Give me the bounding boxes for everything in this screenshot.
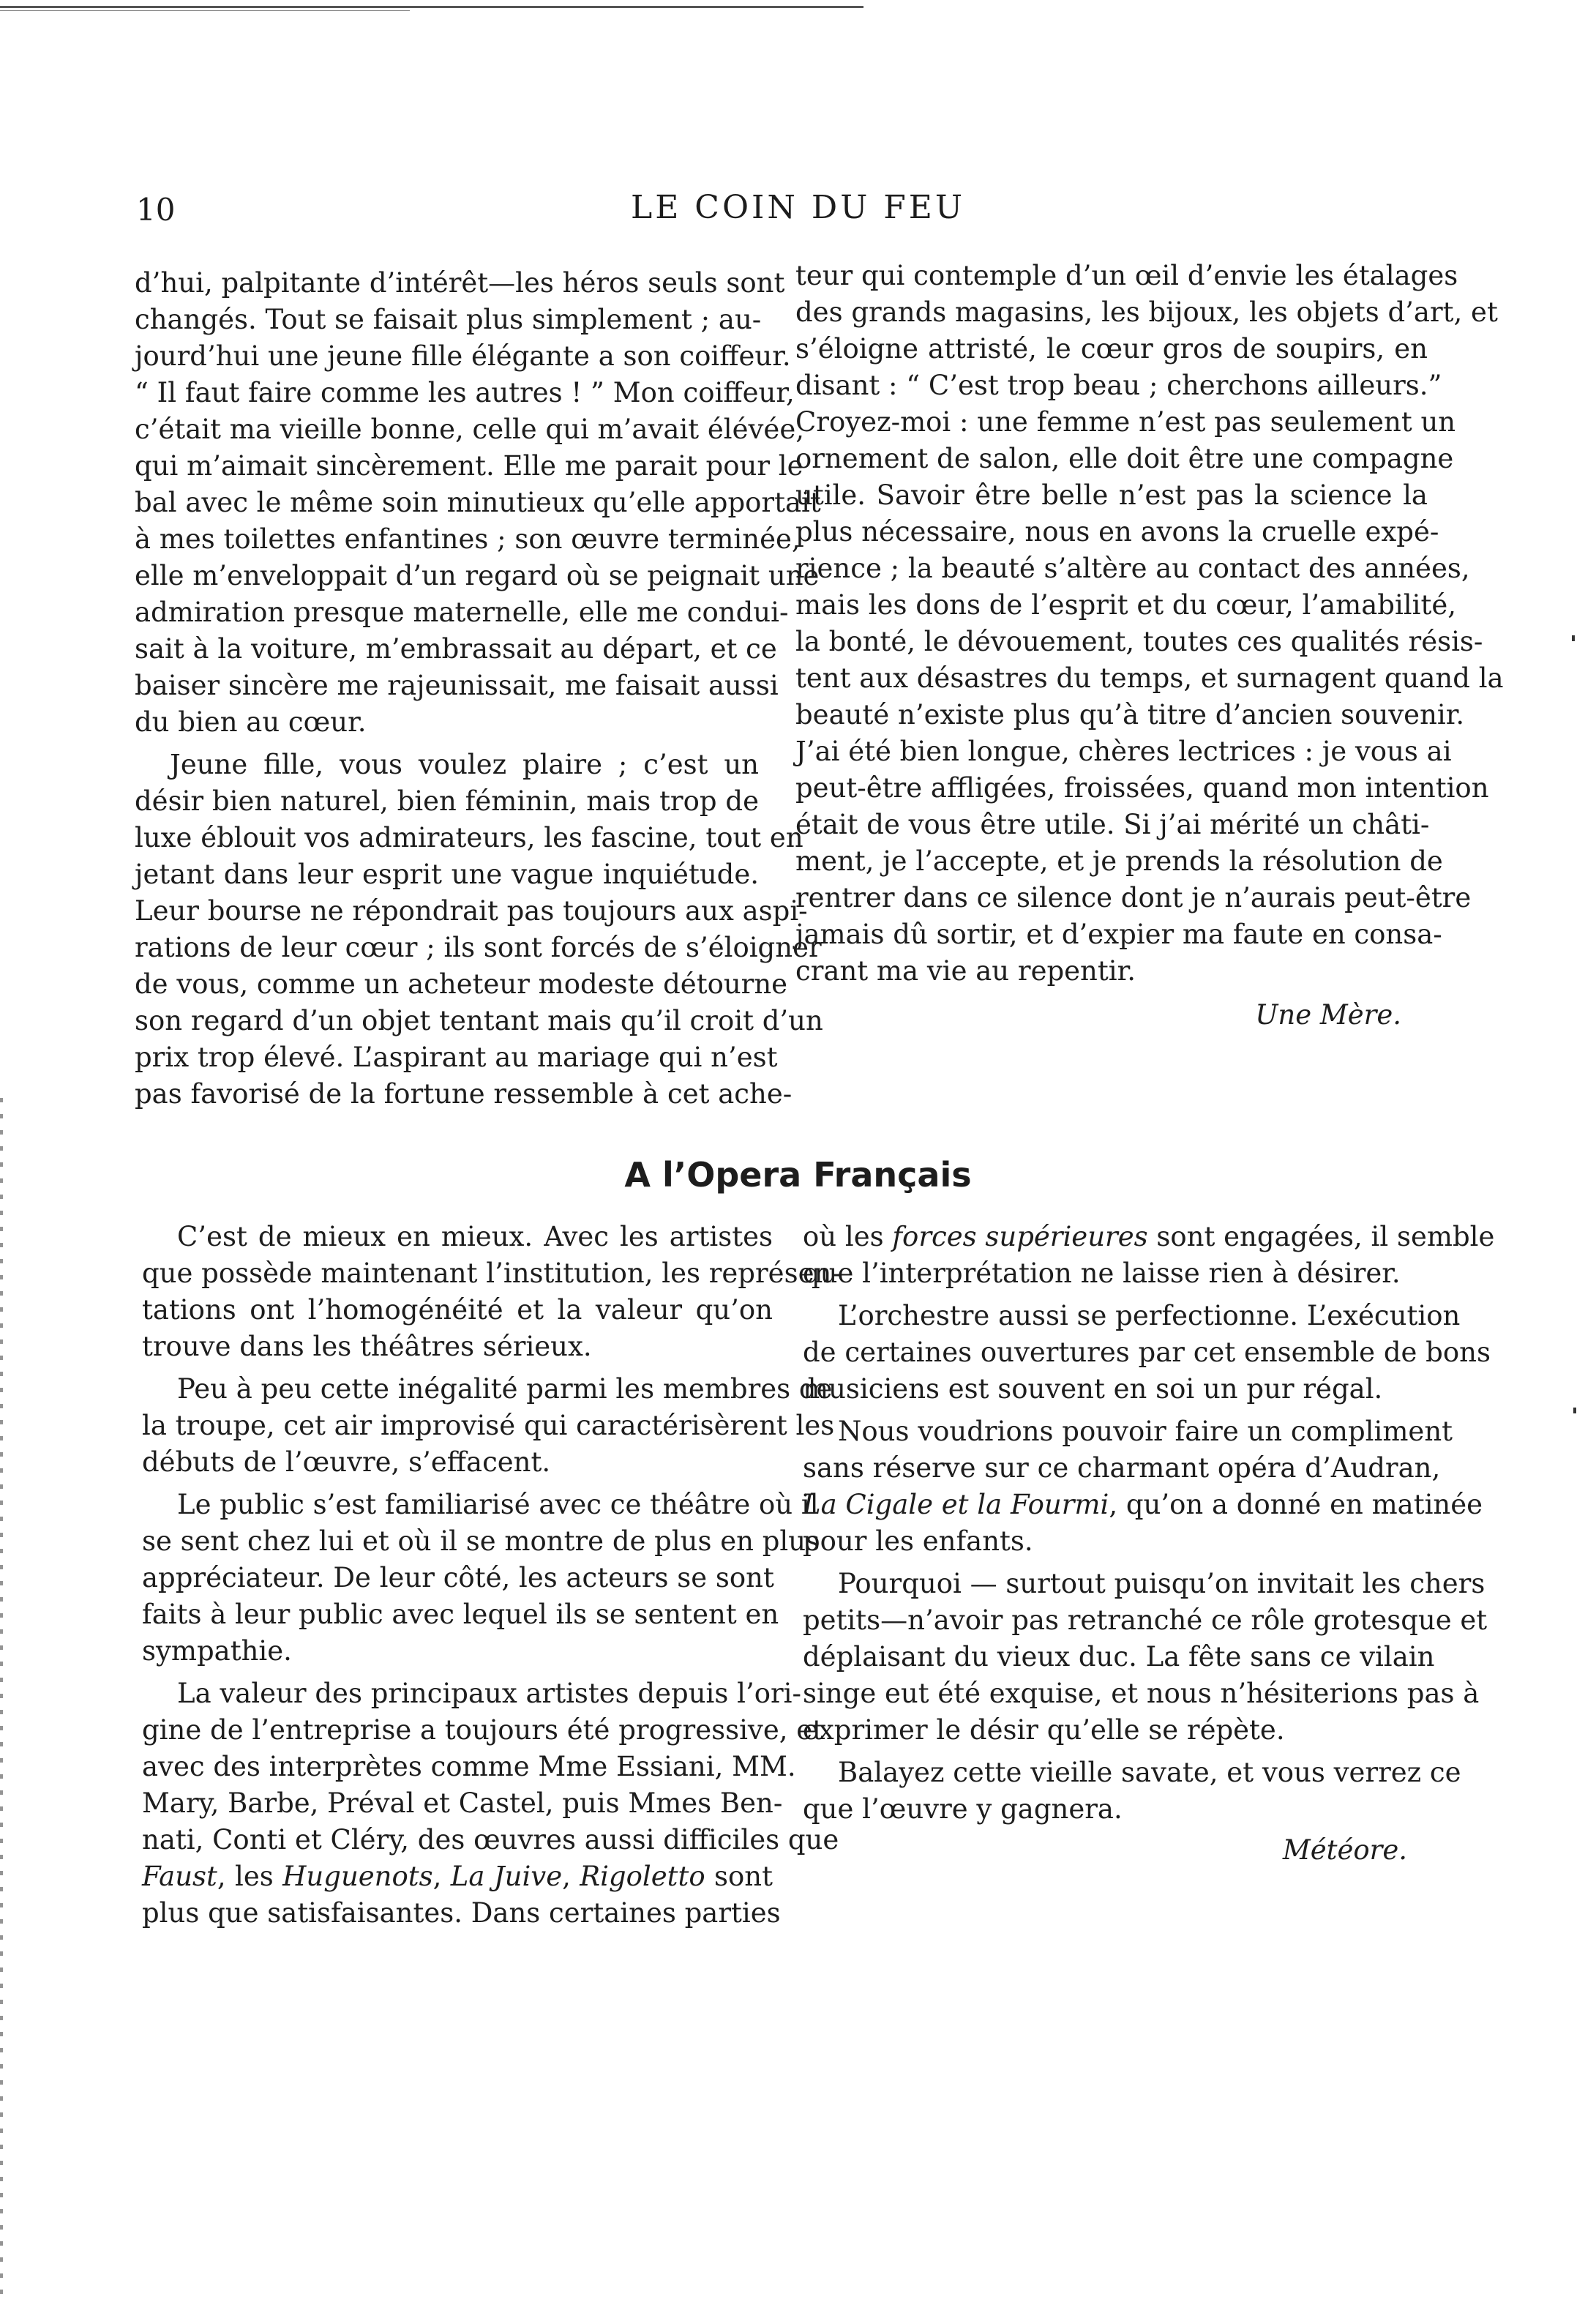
text-line: “ Il faut faire comme les autres ! ” Mon coiffeur, (135, 377, 795, 408)
top-rule-secondary (0, 10, 410, 11)
text-line: Croyez-moi : une femme n’est pas seulement un (795, 406, 1456, 438)
text-line: jamais dû sortir, et d’expier ma faute en consa- (795, 919, 1442, 950)
running-title: LE COIN DU FEU (630, 189, 965, 226)
text-line: tations ont l’homogénéité et la valeur qu’on (142, 1294, 773, 1326)
text-line: L’orchestre aussi se perfectionne. L’exécution (838, 1300, 1461, 1331)
margin-speck (1573, 1408, 1576, 1413)
text-line: s’éloigne attristé, le cœur gros de soupirs, en (795, 333, 1428, 365)
text-line: faits à leur public avec lequel ils se sentent en (142, 1599, 779, 1630)
text-line: Pourquoi — surtout puisqu’on invitait les chers (838, 1568, 1486, 1599)
text-line: du bien au cœur. (135, 706, 367, 738)
text-line: ornement de salon, elle doit être une compagne (795, 443, 1454, 474)
text-line: trouve dans les théâtres sérieux. (142, 1331, 592, 1362)
text-line: se sent chez lui et où il se montre de plus en plus (142, 1525, 820, 1557)
binding-edge (0, 1098, 3, 2298)
text-line: Jeune fille, vous voulez plaire ; c’est un (170, 749, 759, 780)
text-line: beauté n’existe plus qu’à titre d’ancien souvenir. (795, 699, 1465, 730)
text-line: Peu à peu cette inégalité parmi les membres de (177, 1373, 833, 1405)
text-line: exprimer le désir qu’elle se répète. (803, 1714, 1285, 1746)
text-line: pas favorisé de la fortune ressemble à cet ache- (135, 1078, 793, 1110)
text-line: Le public s’est familiarisé avec ce théâtre où il (177, 1489, 819, 1520)
text-line: Leur bourse ne répondrait pas toujours aux aspi- (135, 895, 808, 927)
text-line: C’est de mieux en mieux. Avec les artistes (177, 1221, 773, 1252)
text-line: à mes toilettes enfantines ; son œuvre terminée, (135, 523, 801, 555)
text-line: baiser sincère me rajeunissait, me faisait aussi (135, 670, 779, 701)
text-line: sait à la voiture, m’embrassait au départ, et ce (135, 633, 777, 665)
text-line: où les forces supérieures sont engagées, il semble (803, 1221, 1495, 1252)
text-line: que possède maintenant l’institution, les représen- (142, 1257, 841, 1289)
text-line: débuts de l’œuvre, s’effacent. (142, 1446, 551, 1478)
article2-signature: Météore. (1282, 1834, 1407, 1866)
text-line: appréciateur. De leur côté, les acteurs se sont (142, 1562, 774, 1593)
text-line: crant ma vie au repentir. (795, 955, 1136, 987)
paragraph-gap (142, 1365, 773, 1371)
text-line: musiciens est souvent en soi un pur régal. (803, 1373, 1383, 1405)
article1-signature: Une Mère. (1255, 999, 1401, 1031)
text-line: singe eut été exquise, et nous n’hésiterions pas à (803, 1678, 1480, 1709)
text-line: plus que satisfaisantes. Dans certaines parties (142, 1897, 781, 1929)
text-line: sympathie. (142, 1635, 292, 1667)
text-line: pour les enfants. (803, 1525, 1033, 1557)
text-line: jetant dans leur esprit une vague inquiétude. (135, 859, 759, 890)
text-line: Balayez cette vieille savate, et vous verrez ce (838, 1757, 1461, 1788)
text-line: tent aux désastres du temps, et surnagent quand la (795, 662, 1504, 694)
article2-left-column (142, 1219, 841, 1932)
text-line: bal avec le même soin minutieux qu’elle apportait (135, 487, 821, 518)
text-line: sans réserve sur ce charmant opéra d’Audran, (803, 1452, 1441, 1484)
paragraph-gap (135, 741, 759, 747)
text-line: était de vous être utile. Si j’ai mérité un châti- (795, 809, 1430, 840)
text-line: ment, je l’accepte, et je prends la résolution de (795, 845, 1443, 877)
text-line: jourd’hui une jeune fille élégante a son coiffeur. (135, 340, 791, 372)
text-line: avec des interprètes comme Mme Essiani, MM. (142, 1751, 796, 1782)
page-number: 10 (136, 192, 176, 228)
text-line: teur qui contemple d’un œil d’envie les étalages (795, 260, 1458, 291)
paragraph-gap (803, 1560, 1429, 1566)
text-line: qui m’aimait sincèrement. Elle me parait pour le (135, 450, 803, 482)
text-line: La Cigale et la Fourmi, qu’on a donné en matinée (803, 1489, 1483, 1520)
text-line: Mary, Barbe, Préval et Castel, puis Mmes Ben- (142, 1787, 783, 1819)
text-line: la troupe, cet air improvisé qui caractérisèrent les (142, 1410, 835, 1441)
paragraph-gap (803, 1292, 1429, 1298)
text-line: utile. Savoir être belle n’est pas la science la (795, 479, 1428, 511)
text-line: son regard d’un objet tentant mais qu’il croit d’un (135, 1005, 823, 1036)
text-line: désir bien naturel, bien féminin, mais trop de (135, 785, 759, 817)
text-line: plus nécessaire, nous en avons la cruelle expé- (795, 516, 1439, 548)
text-line: la bonté, le dévouement, toutes ces qualités résis- (795, 626, 1483, 657)
text-line: elle m’enveloppait d’un regard où se peignait une (135, 560, 820, 591)
text-line: d’hui, palpitante d’intérêt—les héros seuls sont (135, 267, 785, 299)
text-line: rience ; la beauté s’altère au contact des années, (795, 553, 1470, 584)
text-line: rations de leur cœur ; ils sont forcés de s’éloigner (135, 932, 822, 963)
text-line: de vous, comme un acheteur modeste détourne (135, 968, 788, 1000)
text-line: rentrer dans ce silence dont je n’aurais peut-être (795, 882, 1472, 913)
text-line: admiration presque maternelle, elle me condui- (135, 597, 789, 628)
text-line: mais les dons de l’esprit et du cœur, l’amabilité, (795, 589, 1456, 621)
text-line: petits—n’avoir pas retranché ce rôle grotesque et (803, 1604, 1488, 1636)
text-line: déplaisant du vieux duc. La fête sans ce vilain (803, 1641, 1435, 1673)
text-line: des grands magasins, les bijoux, les objets d’art, et (795, 296, 1498, 328)
text-line: de certaines ouvertures par cet ensemble de bons (803, 1337, 1491, 1368)
text-line: J’ai été bien longue, chères lectrices : je vous ai (795, 736, 1452, 767)
text-line: que l’interprétation ne laisse rien à désirer. (803, 1257, 1401, 1289)
text-line: c’était ma vieille bonne, celle qui m’avait élévée, (135, 414, 804, 445)
article2-right-column (803, 1219, 1495, 1828)
margin-speck (1572, 635, 1575, 641)
text-line: gine de l’entreprise a toujours été progressive, et (142, 1714, 824, 1746)
paragraph-gap (803, 1408, 1429, 1413)
text-line: peut-être affligées, froissées, quand mon intention (795, 772, 1489, 804)
article1-left-column (135, 265, 823, 1113)
paragraph-gap (142, 1481, 773, 1487)
section-title: A l’Opera Français (624, 1155, 972, 1195)
article1-right-column (795, 258, 1504, 990)
paragraph-gap (803, 1749, 1429, 1754)
text-line: disant : “ C’est trop beau ; cherchons ailleurs.” (795, 370, 1442, 401)
text-line: La valeur des principaux artistes depuis l’ori- (177, 1678, 802, 1709)
text-line: Nous voudrions pouvoir faire un compliment (838, 1416, 1453, 1447)
top-rule (0, 6, 863, 8)
text-line: prix trop élevé. L’aspirant au mariage qui n’est (135, 1042, 778, 1073)
text-line: luxe éblouit vos admirateurs, les fascine, tout en (135, 822, 803, 853)
text-line: Faust, les Huguenots, La Juive, Rigoletto sont (142, 1861, 773, 1892)
text-line: nati, Conti et Cléry, des œuvres aussi difficiles que (142, 1824, 839, 1856)
text-line: que l’œuvre y gagnera. (803, 1793, 1123, 1825)
text-line: changés. Tout se faisait plus simplement ; au- (135, 304, 762, 335)
paragraph-gap (142, 1670, 773, 1675)
